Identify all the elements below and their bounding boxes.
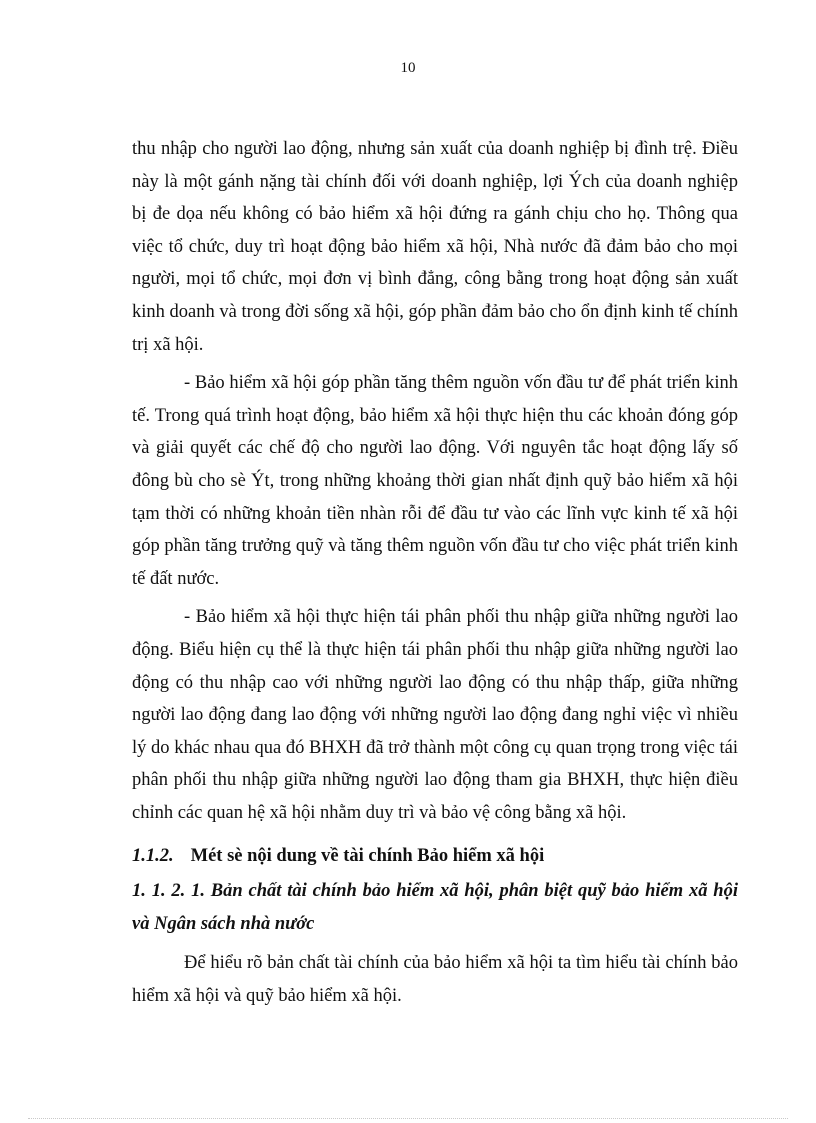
section-title: Mét sè nội dung về tài chính Bảo hiểm xã hội — [190, 846, 545, 867]
document-body — [132, 133, 738, 1013]
paragraph-continuation: thu nhập cho người lao động, nhưng sản xuất của doanh nghiệp bị đình trệ. Điều này là một gánh nặng tài chính đối với doanh nghiệp, lợi Ých của doanh nghiệp bị đe dọa nếu không có bảo hiểm xã hội đứng ra gánh chịu cho họ. Thông qua việc tổ chức, duy trì hoạt động bảo hiểm xã hội, Nhà nước đã đảm bảo cho mọi người, mọi tổ chức, mọi đơn vị bình đẳng, công bằng trong hoạt động sản xuất kinh doanh và trong đời sống xã hội, góp phần đảm bảo cho ổn định kinh tế chính trị xã hội. — [132, 139, 738, 355]
page-bottom-divider — [28, 1118, 788, 1119]
section-heading — [132, 841, 738, 871]
section-number: 1.1.2. — [132, 846, 174, 867]
paragraph-closing: Để hiểu rõ bản chất tài chính của bảo hiểm xã hội ta tìm hiểu tài chính bảo hiểm xã hội và quỹ bảo hiểm xã hội. — [132, 953, 738, 1007]
page-number: 10 — [400, 60, 416, 76]
subsection-heading: 1. 1. 2. 1. Bản chất tài chính bảo hiểm xã hội, phân biệt quỹ bảo hiểm xã hội và Ngân sách nhà nước — [132, 881, 738, 935]
paragraph-income-redistribution: - Bảo hiểm xã hội thực hiện tái phân phối thu nhập giữa những người lao động. Biểu hiện cụ thể là thực hiện tái phân phối thu nhập giữa những người lao động có thu nhập cao với những người lao động có thu nhập thấp, giữa những người lao động đang lao động với những người lao động đang nghỉ việc vì nhiều lý do khác nhau qua đó BHXH đã trở thành một công cụ quan trọng trong việc tái phân phối thu nhập giữa những người lao động tham gia BHXH, thực hiện điều chỉnh các quan hệ xã hội nhằm duy trì và bảo vệ công bằng xã hội. — [132, 607, 738, 823]
paragraph-capital-contribution: - Bảo hiểm xã hội góp phần tăng thêm nguồn vốn đầu tư để phát triển kinh tế. Trong quá trình hoạt động, bảo hiểm xã hội thực hiện thu các khoản đóng góp và giải quyết các chế độ cho người lao động. Với nguyên tắc hoạt động lấy số đông bù cho sè Ýt, trong những khoảng thời gian nhất định quỹ bảo hiểm xã hội tạm thời có những khoản tiền nhàn rỗi để đầu tư vào các lĩnh vực kinh tế xã hội góp phần tăng trưởng quỹ và tăng thêm nguồn vốn đầu tư cho việc phát triển kinh tế đất nước. — [132, 373, 738, 589]
